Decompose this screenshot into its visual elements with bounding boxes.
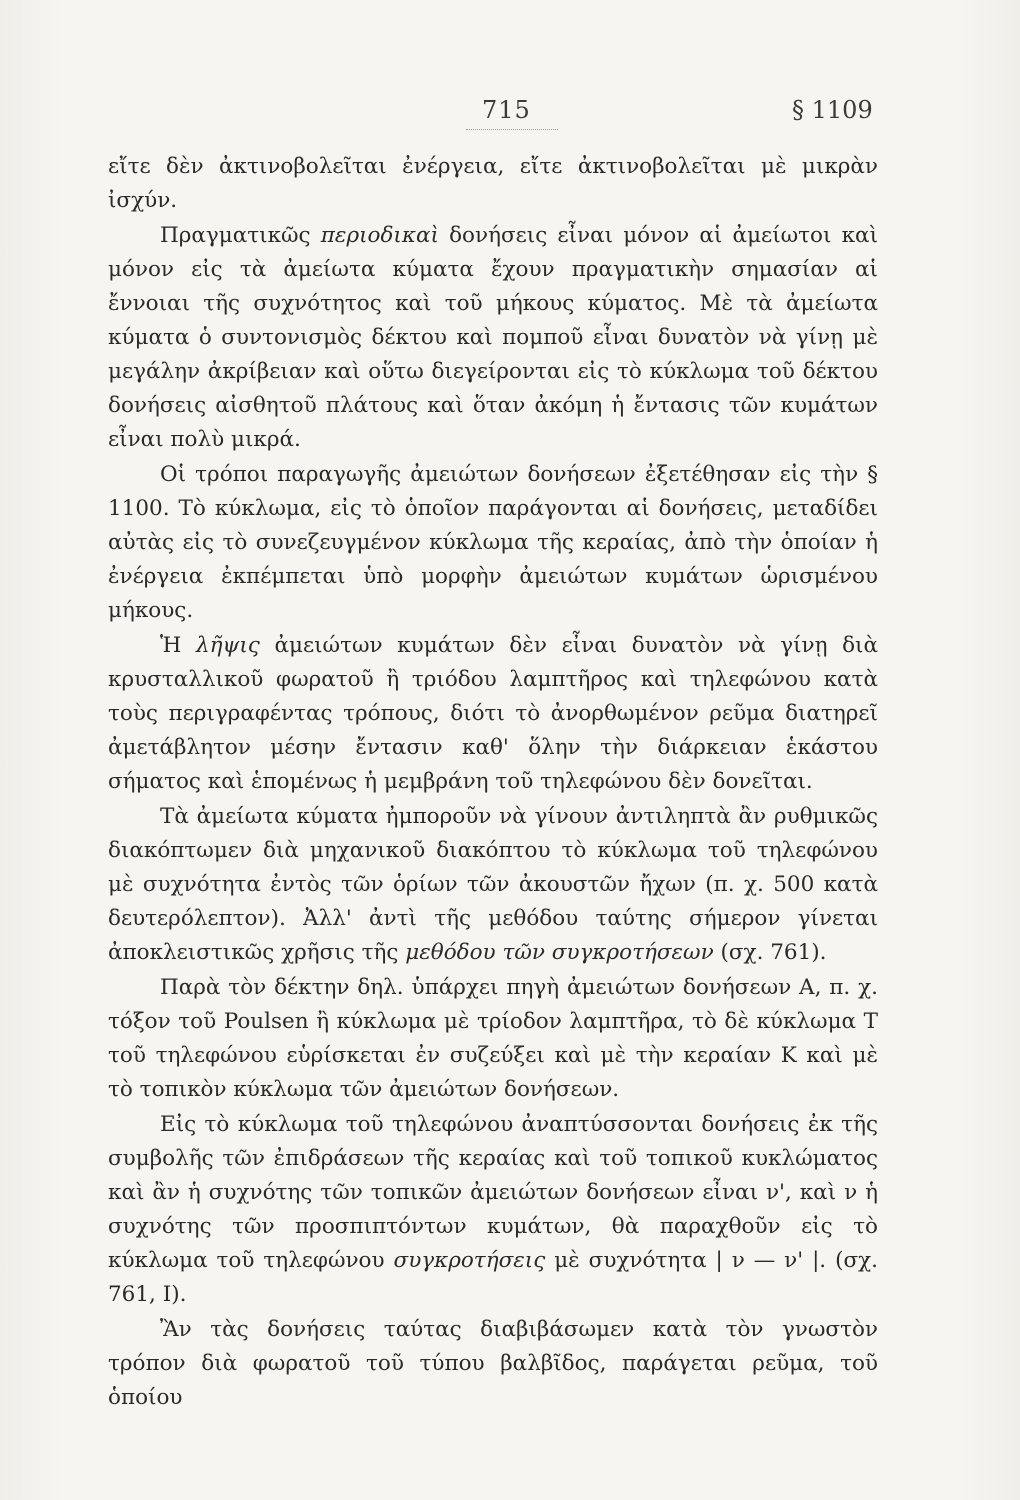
- paragraph-periodic-oscillations: [108, 219, 878, 457]
- paragraph-text: ἀμειώτων κυμάτων δὲν εἶναι δυνατὸν νὰ γίνῃ διὰ κρυσταλλικοῦ φωρατοῦ ἢ τριόδου λαμπτῆρος καὶ τηλεφώνου κατὰ τοὺς περιγραφέντας τρόπους, διότι τὸ ἀνορθωμένον ρεῦμα διατηρεῖ ἀμετάβλητον μέσην ἔντασιν καθ' ὅλην τὴν διάρκειαν ἑκάστου σήματος καὶ ἑπομένως ἡ μεμβράνη τοῦ τηλεφώνου δὲν δονεῖται.: [108, 633, 878, 794]
- page-number: 715: [482, 96, 531, 124]
- paragraph-text: Οἱ τρόποι παραγωγῆς ἀμειώτων δονήσεων ἐξετέθησαν εἰς τὴν § 1100. Τὸ κύκλωμα, εἰς τὸ ὁποῖον παράγονται αἱ δονήσεις, μεταδίδει αὐτὰς εἰς τὸ συνεζευγμένον κύκλωμα τῆς κεραίας, ἀπὸ τὴν ὁποίαν ἡ ἐνέργεια ἐκπέμπεται ὑπὸ μορφὴν ἀμειώτων κυμάτων ὡρισμένου μήκους.: [108, 462, 878, 623]
- paragraph-text: Ἂν τὰς δονήσεις ταύτας διαβιβάσωμεν κατὰ τὸν γνωστὸν τρόπον διὰ φωρατοῦ τοῦ τύπου βαλβῖδος, παράγεται ρεῦμα, τοῦ ὁποίου: [108, 1317, 878, 1410]
- paragraph-text: μὲ συχνότητα | ν — ν' |. (σχ. 761, Ι).: [108, 1248, 878, 1307]
- paragraph-text: Παρὰ τὸν δέκτην δηλ. ὑπάρχει πηγὴ ἀμειώτων δονήσεων Α, π. χ. τόξον τοῦ Poulsen ἢ κύκλωμα μὲ τρίοδον λαμπτῆρα, τὸ δὲ κύκλωμα Τ τοῦ τηλεφώνου εὑρίσκεται ἐν συζεύξει καὶ μὲ τὴν κεραίαν Κ καὶ μὲ τὸ τοπικὸν κύκλωμα τῶν ἀμειώτων δονήσεων.: [108, 975, 878, 1102]
- paragraph-text: Πραγματικῶς: [160, 223, 321, 248]
- body-text: [108, 150, 878, 1416]
- running-header: [0, 96, 1020, 136]
- paragraph-continuation: [108, 150, 878, 218]
- emphasis-text: μεθόδου τῶν συγκροτήσεων: [405, 940, 714, 965]
- paragraph-generation-methods: [108, 458, 878, 628]
- paragraph-text: (σχ. 761).: [713, 940, 827, 965]
- emphasis-text: λῆψις: [195, 633, 260, 658]
- paragraph-text: δονήσεις εἶναι μόνον αἱ ἀμείωτοι καὶ μόνον εἰς τὰ ἀμείωτα κύματα ἔχουν πραγματικὴν σημασίαν αἱ ἔννοιαι τῆς συχνότητος καὶ τοῦ μήκους κύματος. Μὲ τὰ ἀμείωτα κύματα ὁ συντονισμὸς δέκτου καὶ πομποῦ εἶναι δυνατὸν νὰ γίνῃ μὲ μεγάλην ἀκρίβειαν καὶ οὕτω διεγείρονται εἰς τὸ κύκλωμα τοῦ δέκτου δονήσεις αἰσθητοῦ πλάτους καὶ ὅταν ἀκόμη ἡ ἔντασις τῶν κυμάτων εἶναι πολὺ μικρά.: [108, 223, 879, 452]
- paragraph-beats: [108, 1108, 878, 1312]
- paragraph-interrupter: [108, 800, 878, 970]
- section-number: § 1109: [792, 96, 873, 124]
- emphasis-text: συγκροτήσεις: [393, 1248, 546, 1273]
- paragraph-receiver-setup: [108, 971, 878, 1107]
- paragraph-text: Τὰ ἀμείωτα κύματα ἠμποροῦν νὰ γίνουν ἀντιληπτὰ ἂν ρυθμικῶς διακόπτωμεν διὰ μηχανικοῦ διακόπτου τὸ κύκλωμα τοῦ τηλεφώνου μὲ συχνότητα ἐντὸς τῶν ὁρίων τῶν ἀκουστῶν ἤχων (π. χ. 500 κατὰ δευτερόλεπτον). Ἀλλ' ἀντὶ τῆς μεθόδου ταύτης σήμερον γίνεται ἀποκλειστικῶς χρῆσις τῆς: [108, 804, 878, 965]
- paragraph-rectifier: [108, 1313, 878, 1415]
- paragraph-reception: [108, 629, 878, 799]
- header-rule: [466, 129, 558, 130]
- paragraph-text: Ἡ: [160, 633, 196, 658]
- paragraph-text: Εἰς τὸ κύκλωμα τοῦ τηλεφώνου ἀναπτύσσονται δονήσεις ἐκ τῆς συμβολῆς τῶν ἐπιδράσεων τῆς κεραίας καὶ τοῦ τοπικοῦ κυκλώματος καὶ ἂν ἡ συχνότης τῶν τοπικῶν ἀμειώτων δονήσεων εἶναι ν', καὶ ν ἡ συχνότης τῶν προσπιπτόντων κυμάτων, θὰ παραχθοῦν εἰς τὸ κύκλωμα τοῦ τηλεφώνου: [108, 1112, 878, 1273]
- paragraph-text: εἴτε δὲν ἀκτινοβολεῖται ἐνέργεια, εἴτε ἀκτινοβολεῖται μὲ μικρὰν ἰσχύν.: [108, 154, 878, 213]
- emphasis-text: περιοδικαὶ: [320, 223, 439, 248]
